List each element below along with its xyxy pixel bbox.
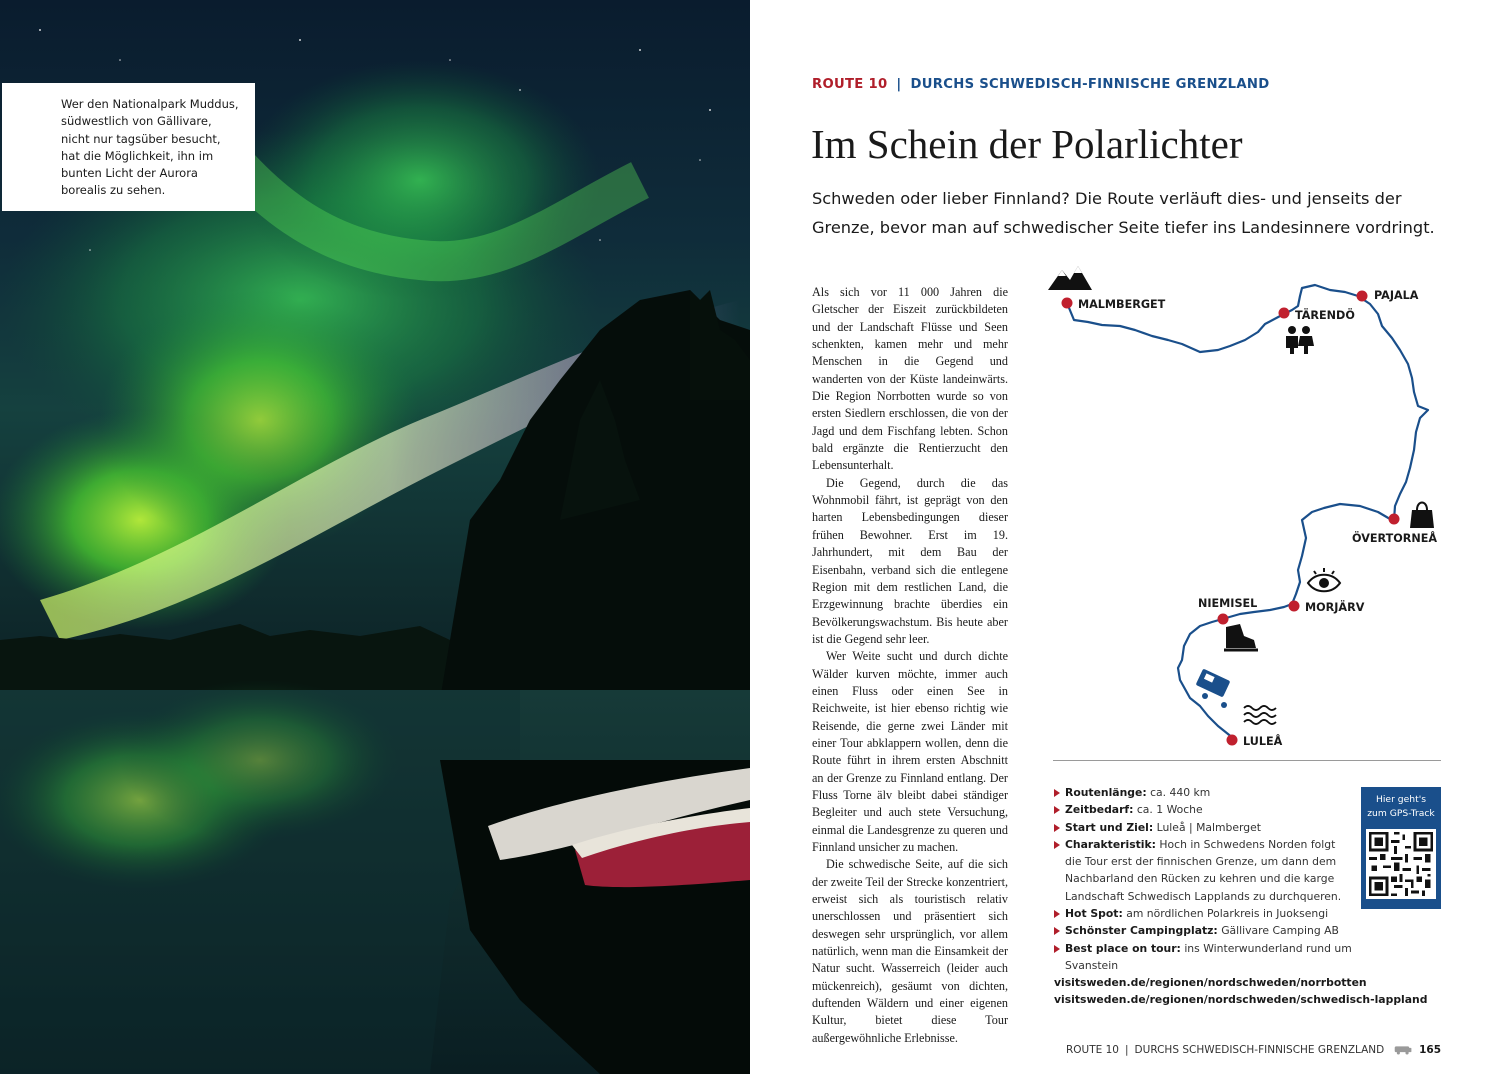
route-label: ROUTE 10 xyxy=(812,77,888,92)
fact-label: Charakteristik: xyxy=(1065,837,1156,851)
body-paragraph: Die Gegend, durch die das Wohnmobil fährt, ist geprägt von den harten Lebensbedingungen dieser frühen Bewohner. Erst im 19. Jahrhundert, mit dem Bau der Eisenbahn, verband sich die entlegene Region mit dem restlichen Land, die Erzgewinnung brachte überdies ein Bevölkerungswachstum. Bis heute aber ist die Gegend sehr leer. xyxy=(812,475,1008,646)
footer-separator: | xyxy=(1125,1044,1129,1056)
fact-label: Routenlänge: xyxy=(1065,786,1147,799)
fact-value: ca. 440 km xyxy=(1150,786,1211,799)
stop-malmberget xyxy=(1062,298,1073,309)
fact-label: Zeitbedarf: xyxy=(1065,803,1134,817)
bullet-triangle-icon xyxy=(1054,824,1060,832)
bullet-triangle-icon xyxy=(1054,806,1060,814)
route-map xyxy=(1040,260,1460,760)
fact-label: Start und Ziel: xyxy=(1065,820,1154,834)
fact-value: Hoch in Schwedens Norden folgt die Tour erst der finnischen Grenze, um dann dem Nachbarland den Rücken zu kehren und die karge Landschaft Schwedisch Lapplands zu durchqueren. xyxy=(1065,837,1342,903)
text-page xyxy=(750,0,1500,1074)
bullet-triangle-icon xyxy=(1054,789,1060,797)
route-facts xyxy=(1054,784,1354,974)
fact-value: am nördlichen Polarkreis in Juoksengi xyxy=(1126,907,1329,921)
eye-icon xyxy=(1308,568,1340,591)
stop-lulea xyxy=(1227,735,1238,746)
fact-item xyxy=(1054,922,1354,939)
fact-label: Hot Spot: xyxy=(1065,907,1123,921)
fact-value: Luleå | Malmberget xyxy=(1156,820,1261,834)
body-paragraph: Als sich vor 11 000 Jahren die Gletscher der Eiszeit zurückbildeten und der Landschaft Flüsse und Seen schenkten, kamen mehr und mehr Menschen in die Gegend und wanderten von der Küste landeinwärts. Die Region Norrbotten wurde so von ersten Siedlern erschlossen, die von der Jagd und dem Fischfang lebten. Schon bald ergänzte die Rentierzucht den Lebensunterhalt. xyxy=(812,285,1008,473)
fact-label: Best place on tour: xyxy=(1065,941,1181,955)
bullet-triangle-icon xyxy=(1054,841,1060,849)
area-label: DURCHS SCHWEDISCH-FINNISCHE GRENZLAND xyxy=(910,77,1270,92)
place-label-lulea: LULEÅ xyxy=(1243,735,1283,748)
kicker-separator: | xyxy=(896,77,902,92)
mountain-icon xyxy=(1048,266,1092,290)
page-footer xyxy=(1066,1043,1441,1057)
photo-caption: Wer den Nationalpark Muddus, südwestlich von Gällivare, nicht nur tagsüber besucht, hat die Möglichkeit, ihn im bunten Licht der Aurora borealis zu sehen. xyxy=(2,83,255,211)
place-label-tarendo: TÄRENDÖ xyxy=(1295,309,1355,322)
place-label-malmberget: MALMBERGET xyxy=(1078,298,1166,311)
section-divider xyxy=(1053,760,1441,761)
bullet-triangle-icon xyxy=(1054,945,1060,953)
fact-label: Schönster Campingplatz: xyxy=(1065,924,1218,938)
place-label-morjarv: MORJÄRV xyxy=(1305,601,1365,614)
fact-value: Gällivare Camping AB xyxy=(1221,924,1339,938)
gps-label-line: Hier geht's xyxy=(1375,794,1427,805)
gps-label-line: zum GPS-Track xyxy=(1367,808,1435,819)
shopping-bag-icon xyxy=(1410,503,1434,529)
gps-track-label xyxy=(1361,793,1441,821)
route-kicker xyxy=(812,77,1269,92)
footer-area: DURCHS SCHWEDISCH-FINNISCHE GRENZLAND xyxy=(1134,1044,1385,1056)
stop-overtornea xyxy=(1389,514,1400,525)
body-text xyxy=(812,284,1008,1047)
web-links xyxy=(1054,974,1427,1009)
hiking-boot-icon xyxy=(1224,624,1258,650)
body-paragraph: Wer Weite sucht und durch dichte Wälder kurven möchte, immer auch einen Fluss oder einen See in Reichweite, ist hier ebenso richtig wie Reisende, die gerne zwei Länder mit einer Tour abklappern wollen, denn die Route führt in ihrem ersten Abschnitt an der Grenze zu Finnland entlang. Der Fluss Torne älv bleibt dabei ständiger Begleiter und auch stete Versuchung, einmal die Landesgrenze zu queren und Finnland unsicher zu machen. xyxy=(812,649,1008,854)
bullet-triangle-icon xyxy=(1054,910,1060,918)
place-label-pajala: PAJALA xyxy=(1374,289,1419,302)
fact-item xyxy=(1054,801,1354,818)
stop-niemisel xyxy=(1218,614,1229,625)
children-icon xyxy=(1286,326,1314,354)
body-paragraph: Die schwedische Seite, auf die sich der zweite Teil der Strecke konzentriert, erweist sich als touristisch relativ unerschlossen und präsentiert sich deswegen sehr ursprünglich, vor allem natürlich, wenn man die Einsamkeit der Natur sucht. Wasserreich (leider auch mückenreich), gesäumt von dichten, duftenden Wäldern und einer eigenen Kultur, bietet diese Tour außergewöhnliche Erlebnisse. xyxy=(812,857,1008,1045)
fact-item xyxy=(1054,784,1354,801)
stop-tarendo xyxy=(1279,308,1290,319)
footer-route: ROUTE 10 xyxy=(1066,1044,1119,1056)
page-number: 165 xyxy=(1419,1044,1441,1056)
place-label-niemisel: NIEMISEL xyxy=(1198,597,1258,610)
route-line xyxy=(1067,285,1428,740)
water-waves-icon xyxy=(1244,706,1276,724)
stop-morjarv xyxy=(1289,601,1300,612)
camper-van-icon xyxy=(1394,1043,1413,1057)
fact-item xyxy=(1054,836,1354,905)
fact-item xyxy=(1054,905,1354,922)
place-label-overtornea: ÖVERTORNEÅ xyxy=(1352,532,1438,545)
web-link[interactable]: visitsweden.de/regionen/nordschweden/schwedisch-lappland xyxy=(1054,993,1428,1007)
page-title: Im Schein der Polarlichter xyxy=(811,121,1243,167)
bullet-triangle-icon xyxy=(1054,927,1060,935)
stop-pajala xyxy=(1357,291,1368,302)
fact-item xyxy=(1054,819,1354,836)
fact-value: ins Winterwunderland rund um Svanstein xyxy=(1065,941,1352,972)
web-link[interactable]: visitsweden.de/regionen/nordschweden/norrbotten xyxy=(1054,976,1367,989)
fact-item xyxy=(1054,940,1354,975)
gps-track-box[interactable] xyxy=(1361,787,1441,909)
lead-paragraph: Schweden oder lieber Finnland? Die Route verläuft dies- und jenseits der Grenze, bevor man auf schwedischer Seite tiefer ins Landesinnere vordringt. xyxy=(812,189,1435,237)
qr-code-icon[interactable] xyxy=(1366,829,1436,899)
fact-value: ca. 1 Woche xyxy=(1136,803,1203,817)
camper-van-icon xyxy=(1196,669,1231,708)
